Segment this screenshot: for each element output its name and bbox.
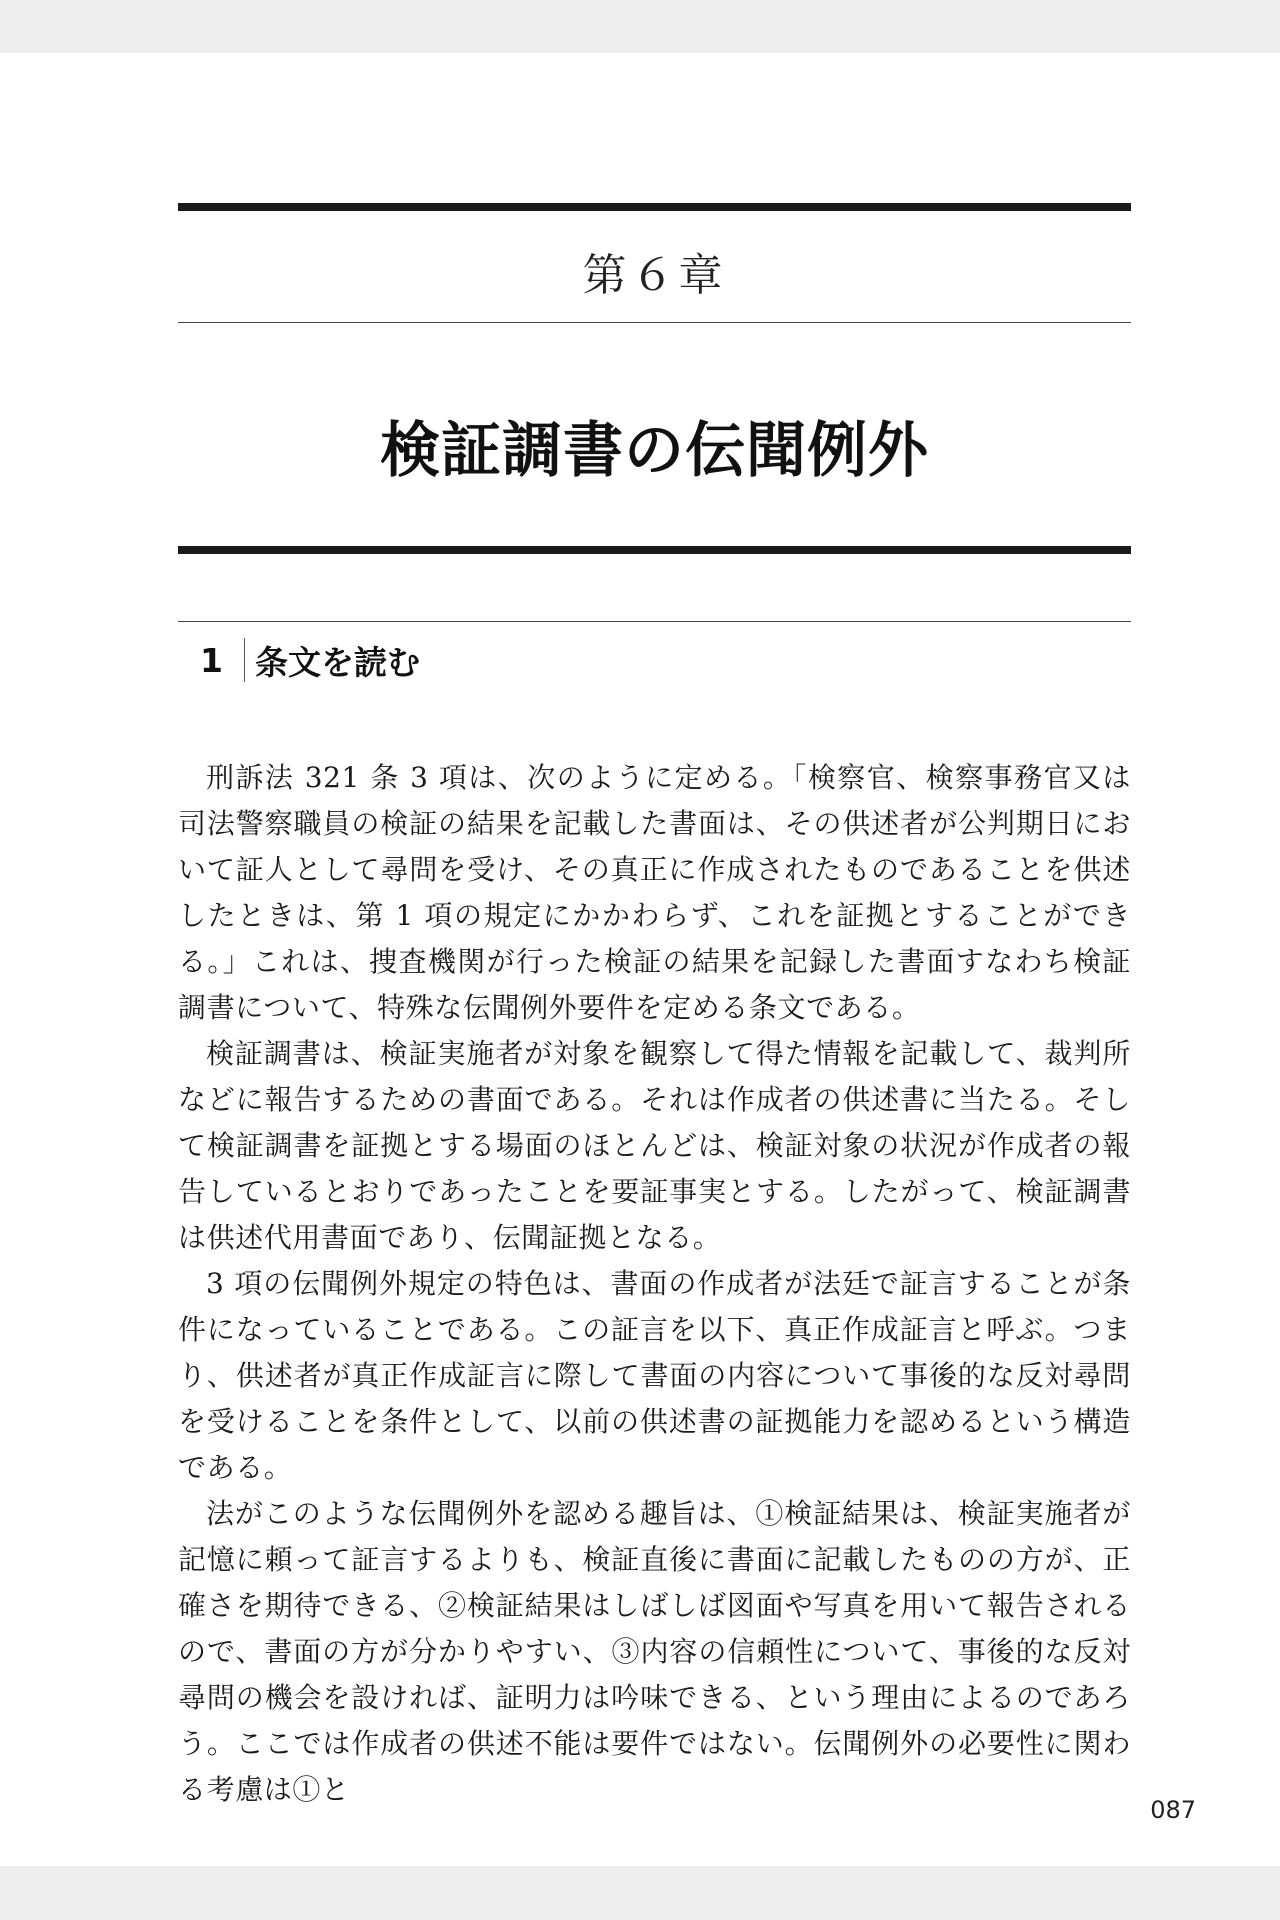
chapter-number: 第６章 xyxy=(582,250,727,301)
section-heading xyxy=(200,635,420,685)
section-heading-divider xyxy=(244,638,245,682)
section-number: 1 xyxy=(200,640,223,680)
chapter-bottom-rule xyxy=(178,546,1131,554)
paragraph: 3 項の伝聞例外規定の特色は、書面の作成者が法廷で証言することが条件になっていることである。この証言を以下、真正作成証言と呼ぶ。つまり、供述者が真正作成証言に際して書面の内容について事後的な反対尋問を受けることを条件として、以前の供述書の証拠能力を認めるという構造である。 xyxy=(178,1267,1131,1484)
body-text xyxy=(178,755,1131,1813)
page-number: 087 xyxy=(1150,1796,1196,1824)
chapter-title: 検証調書の伝聞例外 xyxy=(380,416,929,486)
chapter-top-rule xyxy=(178,203,1131,211)
book-page xyxy=(0,53,1280,1866)
paragraph: 法がこのような伝聞例外を認める趣旨は、①検証結果は、検証実施者が記憶に頼って証言するよりも、検証直後に書面に記載したものの方が、正確さを期待できる、②検証結果はしばしば図面や写真を用いて報告されるので、書面の方が分かりやすい、③内容の信頼性について、事後的な反対尋問の機会を設ければ、証明力は吟味できる、という理由によるのであろう。ここでは作成者の供述不能は要件ではない。伝聞例外の必要性に関わる考慮は①と xyxy=(178,1497,1131,1806)
paragraph: 検証調書は、検証実施者が対象を観察して得た情報を記載して、裁判所などに報告するための書面である。それは作成者の供述書に当たる。そして検証調書を証拠とする場面のほとんどは、検証対象の状況が作成者の報告しているとおりであったことを要証事実とする。したがって、検証調書は供述代用書面であり、伝聞証拠となる。 xyxy=(178,1037,1131,1254)
paragraph: 刑訴法 321 条 3 項は、次のように定める。「検察官、検察事務官又は司法警察職員の検証の結果を記載した書面は、その供述者が公判期日において証人として尋問を受け、その真正に作成されたものであることを供述したときは、第 1 項の規定にかかわらず、これを証拠とすることができる。」これは、捜査機関が行った検証の結果を記録した書面すなわち検証調書について、特殊な伝聞例外要件を定める条文である。 xyxy=(178,761,1131,1024)
chapter-divider-rule xyxy=(178,322,1131,323)
section-title: 条文を読む xyxy=(255,642,420,682)
bottom-margin-band xyxy=(0,1866,1280,1920)
top-margin-band xyxy=(0,0,1280,53)
section-top-rule xyxy=(178,621,1131,622)
